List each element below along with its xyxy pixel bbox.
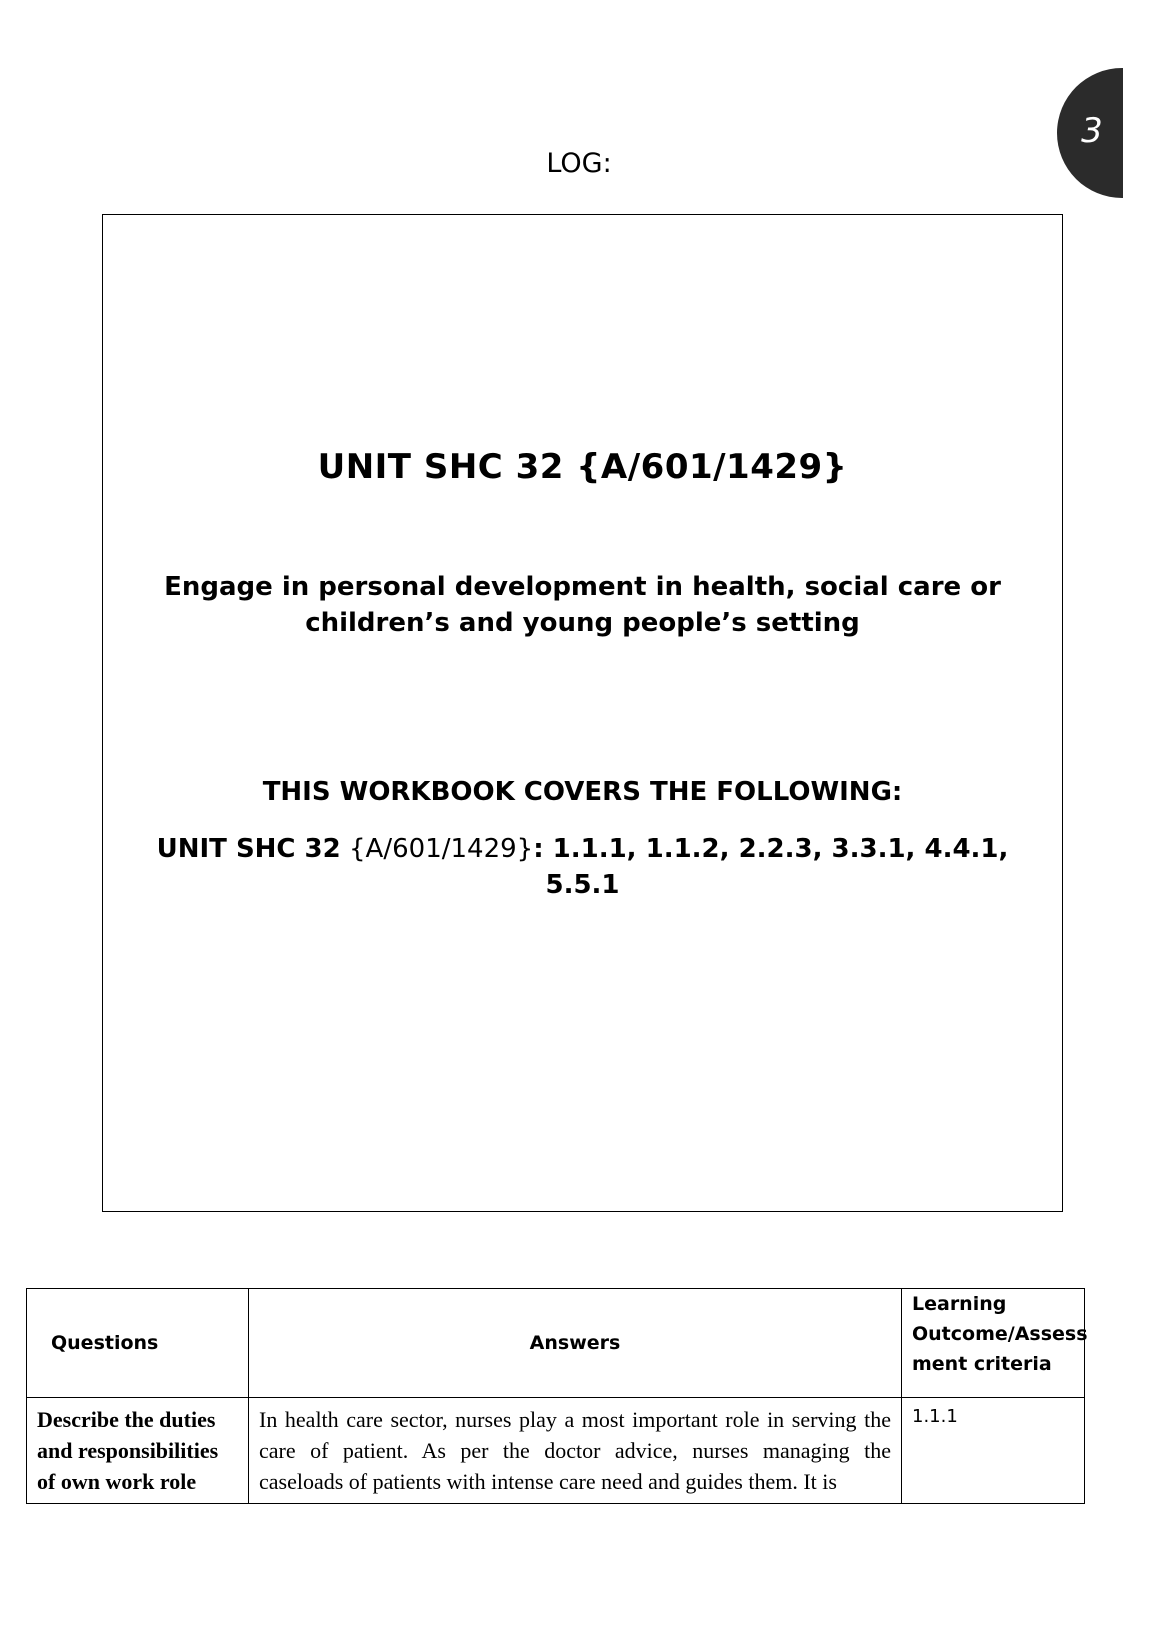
table-header-row [27, 1289, 1085, 1398]
unit-title: UNIT SHC 32 {A/601/1429} [317, 447, 848, 487]
question-answer-table [26, 1288, 1088, 1504]
unit-subtitle: Engage in personal development in health, social care or children’s and young people’s setting [164, 572, 1001, 638]
cover-box [102, 214, 1063, 1212]
header-criteria: Learning Outcome/Assess ment criteria [902, 1289, 1085, 1398]
covers-code: {A/601/1429} [349, 834, 534, 864]
header-answers: Answers [249, 1289, 902, 1398]
question-cell: Describe the duties and responsibilities of own work role [27, 1398, 249, 1504]
covers-list [123, 831, 1042, 903]
header-questions: Questions [27, 1289, 249, 1398]
covers-heading: THIS WORKBOOK COVERS THE FOLLOWING: [262, 777, 903, 807]
answer-cell: In health care sector, nurses play a most important role in serving the care of patient. As per the doctor advice, nurses managing the caseloads of patients with intense care need and guides them. It is [249, 1398, 902, 1504]
covers-criteria: : 1.1.1, 1.1.2, 2.2.3, 3.3.1, 4.4.1, 5.5.1 [533, 834, 1009, 900]
log-label: LOG: [546, 148, 612, 179]
criteria-cell: 1.1.1 [902, 1398, 1085, 1504]
page-number: 3 [1081, 111, 1103, 151]
table-row [27, 1398, 1085, 1504]
covers-unit: UNIT SHC 32 [156, 834, 341, 864]
